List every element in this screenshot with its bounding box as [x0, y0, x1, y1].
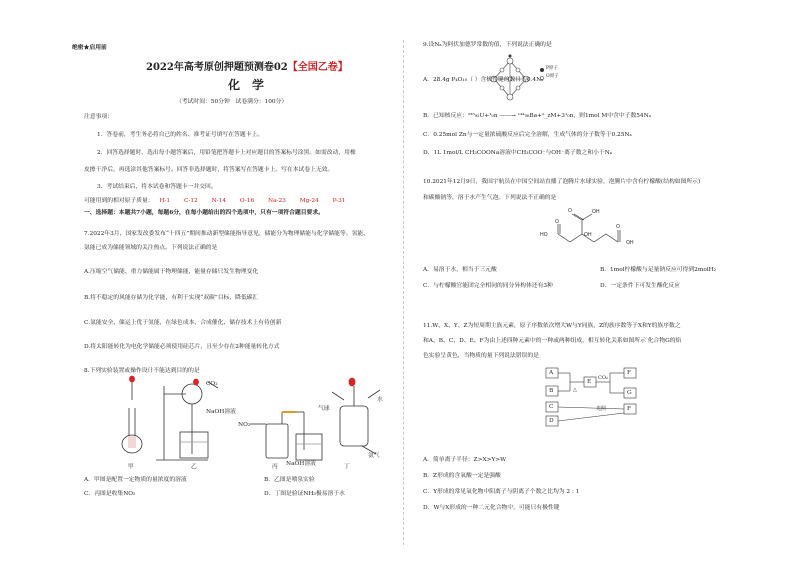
- arrow-label-light: 光照: [596, 406, 607, 412]
- q10-option-a: A．易溶于水，相当于三元酸: [423, 267, 497, 273]
- q8-stem: 8.下列实验装置或操作设计不能达到目的的是: [84, 368, 200, 374]
- q11-stem-2: 和A、B、C、D、E、F为由上述四种元素中的一种或两种组成，相互转化关系如图所示 化合物G的焰: [423, 338, 682, 344]
- q8-caption-bing: 丙: [272, 464, 278, 470]
- q8-label-naoh2: NaOH溶液: [286, 461, 316, 467]
- flask-apparatus: [122, 376, 142, 453]
- q10-stem-1: 10.2021年12月9日，我国宇航员在中国空间站直播了泡腾片水球实验，泡腾片中含有柠檬酸(结构如图所示): [423, 179, 701, 185]
- ammonia-apparatus: [332, 378, 380, 454]
- q10-option-d: D．一定条件下可发生酯化反应: [600, 283, 681, 289]
- q7-option-b: B.将不稳定的风能存储为化学能，有利于实现“双碳”目标，降低碳汇: [84, 295, 259, 301]
- q8-option-d: D．丁图是验证NH₃极易溶于水: [264, 491, 345, 497]
- box-d: D: [549, 418, 554, 424]
- q8-label-gas: 气球: [318, 406, 330, 412]
- q11-option-c: C．Y形成的常见氧化物中阳离子与阴离子个数之比均为 2 : 1: [423, 489, 580, 495]
- q8-option-b: B．乙图是喷泉实验: [264, 477, 315, 483]
- box-e: E: [587, 379, 592, 385]
- q11-stem-1: 11.W、X、Y、Z为短周期主族元素，原子序数依次增大W与Y同族，Z的族序数等于X和Y的族序数之: [423, 323, 681, 329]
- q10-option-b: B．1mol柠檬酸与足量钠反应可得到2molH₂: [600, 267, 717, 273]
- section1-heading: 一、选择题：本题共7小题，每题6分，在每小题给出的四个选项中，只有一项符合题目要求。: [84, 210, 324, 216]
- note-2b: 皮擦干净后，再选涂其他答案标号。回答非选择题时，将答案写在答题卡上。写在本试卷上无效。: [84, 167, 334, 173]
- box-f-top: F: [627, 370, 632, 376]
- q9-option-d: D．1L 1mol/L CH₃COONa溶液中CH₃COO⁻与OH⁻离子数之和小于Nₐ: [423, 150, 613, 156]
- q8-caption-ding: 丁: [344, 464, 350, 470]
- q8-label-naoh: NaOH溶液: [206, 409, 236, 415]
- q11-flow-diagram: [540, 364, 650, 430]
- q8-option-c: C．丙图是收集NO₂: [84, 491, 136, 497]
- svg-text:HO: HO: [540, 232, 548, 238]
- svg-text:O: O: [568, 208, 572, 214]
- exam-title: 2022年高考原创押题预测卷02【全国乙卷】: [146, 62, 348, 73]
- q7-option-c: C.氨能安全、储运上优于氢能，在绿色成本、合成催化、储存技术上有待创新: [84, 320, 282, 326]
- q8-label-co2: CO₂: [206, 381, 218, 387]
- column-divider: [403, 40, 404, 545]
- q10-stem-2: 和碳酸钠等，溶于水产生气泡。下列说法不正确的是: [423, 195, 557, 201]
- q9-stem: 9.设Nₐ为阿伏加德罗常数的值，下列说法正确的是: [423, 42, 552, 48]
- subject-title: 化 学: [228, 78, 265, 92]
- exam-info: （考试时间：50分钟 试卷满分：100分）: [176, 99, 288, 105]
- q8-label-water: 水: [377, 397, 383, 403]
- citric-acid-structure: [540, 206, 640, 250]
- q9-option-b: B．已知核反应：²³⁵₉₂U+¹₀n ——→ ¹⁴⁴₅₆Ba+ᴬ_zM+3¹₀n，则1mol M中含中子数54Nₐ: [423, 113, 651, 119]
- arrow-label-co2: CO₂: [598, 375, 608, 381]
- legend-p: P原子: [546, 66, 559, 71]
- box-c: C: [549, 404, 554, 410]
- arrow-label-heat: △: [573, 387, 577, 393]
- note-1: 1．答卷前，考生务必将自己的姓名、准考证号填写在答题卡上。: [97, 132, 264, 138]
- svg-text:OH: OH: [626, 240, 634, 246]
- box-g: G: [627, 390, 632, 396]
- svg-text:OH: OH: [592, 209, 600, 215]
- box-a: A: [549, 370, 554, 376]
- q10-option-c: C．与柠檬酸官能团完全相同的同分异构体还有3种: [423, 283, 553, 289]
- q11-option-b: B．Z形成的含氧酸一定是强酸: [423, 473, 501, 479]
- note-2a: 2．回答选择题时，选出每小题答案后，用铅笔把答题卡上对应题目的答案标号涂黑。如需改动，用橡: [97, 150, 356, 156]
- box-b: B: [549, 388, 554, 394]
- svg-text:O: O: [616, 224, 620, 230]
- q8-option-a: A．甲图是配置一定物质的量浓度的溶液: [84, 477, 187, 483]
- q11-stem-3: 色实验呈黄色，当物质的量下列说法错误的是: [423, 353, 539, 359]
- q8-label-no2: NO₂: [238, 422, 251, 428]
- q7-stem-2: 氨能已成为储能领域的关注热点。下列说法正确的是: [84, 245, 218, 251]
- box-f: F: [627, 406, 632, 412]
- q11-option-a: A．简单离子半径：Z>X>Y>W: [423, 457, 507, 463]
- q9-option-a: A．28.4g P₄O₁₀（ ）含极性键的数目为0.4Nₐ: [423, 77, 544, 83]
- q9-option-c: C．0.25mol Zn与一定量浓硫酸反应后完全溶解，生成气体的分子数等于0.25Nₐ: [423, 132, 632, 138]
- notes-heading: 注意事项：: [84, 114, 113, 120]
- fountain-apparatus: [156, 379, 218, 460]
- note-3: 3．考试结束后，将本试卷和答题卡一并交回。: [97, 184, 217, 190]
- svg-text:O: O: [555, 219, 559, 225]
- svg-text:OH: OH: [584, 232, 592, 238]
- legend-o: O原子: [546, 74, 559, 79]
- gas-collection-apparatus: [250, 412, 322, 460]
- atomic-mass-line: 可能用到的相对原子质量： H-1 C-12 N-14 O-16 Na-23 Mg-24 P-31: [84, 198, 346, 204]
- q11-option-d: D．W与X形成的一种二元化合物中，可能只有极性键: [423, 505, 560, 511]
- q8-label-ammonia: 氨气: [368, 453, 380, 459]
- q7-stem-1: 7.2022年3月，国家发改委发布“十四五”期间推动新型储能指导意见，储能分为物理储能与化学储能等。氢能、: [84, 231, 369, 237]
- secret-label: 绝密★启用前: [72, 45, 107, 51]
- q7-option-a: A.压缩空气储能、重力储能属于物理储能，能量存储只发生物理变化: [84, 269, 259, 275]
- q8-caption-jia: 甲: [128, 464, 134, 470]
- q7-option-d: D.将太阳能转化为电化学储能必须使用硅芯片，且至少存在2种能量转化方式: [84, 344, 280, 350]
- q8-caption-yi: 乙: [191, 464, 197, 470]
